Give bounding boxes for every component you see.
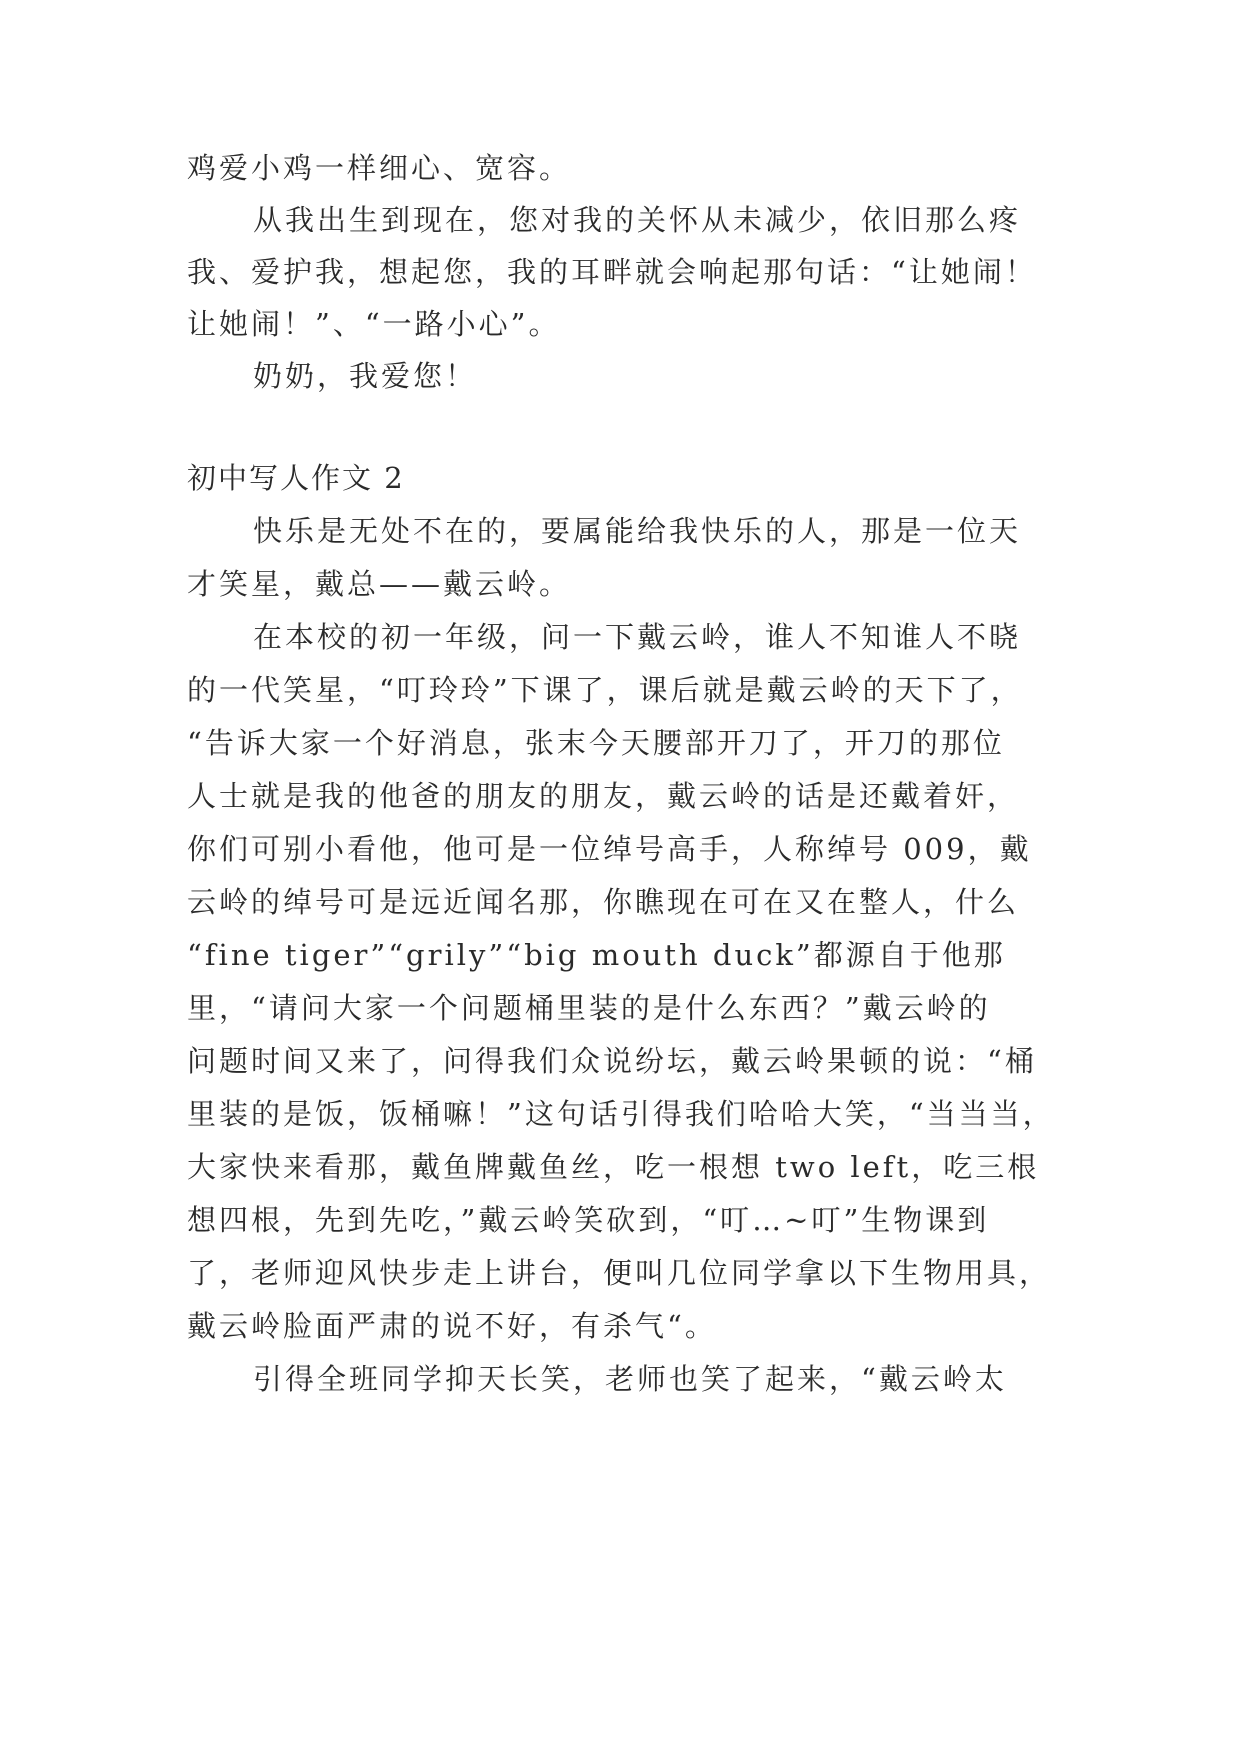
paragraph-line: “fine tiger”“grily”“big mouth duck”都源自于他那 bbox=[187, 938, 1006, 972]
section-title: 初中写人作文 2 bbox=[187, 461, 405, 495]
paragraph-line: 的一代笑星，“叮玲玲”下课了，课后就是戴云岭的天下了， bbox=[187, 673, 1023, 707]
paragraph-line: 里装的是饭，饭桶嘛！”这句话引得我们哈哈大笑，“当当当， bbox=[187, 1097, 1055, 1131]
paragraph-line: 戴云岭脸面严肃的说不好，有杀气“。 bbox=[187, 1309, 717, 1343]
paragraph-line: “告诉大家一个好消息，张末今天腰部开刀了，开刀的那位 bbox=[187, 726, 1005, 760]
paragraph-line: 大家快来看那，戴鱼牌戴鱼丝，吃一根想 two left，吃三根 bbox=[187, 1150, 1040, 1184]
paragraph-line: 在本校的初一年级，问一下戴云岭，谁人不知谁人不晓 bbox=[253, 620, 1022, 654]
paragraph-line: 我、爱护我，想起您，我的耳畔就会响起那句话：“让她闹！ bbox=[187, 255, 1037, 289]
paragraph-line: 鸡爱小鸡一样细心、宽容。 bbox=[187, 151, 572, 185]
paragraph-line: 想四根，先到先吃，”戴云岭笑砍到，“叮…~叮”生物课到 bbox=[187, 1203, 990, 1237]
paragraph-line: 了，老师迎风快步走上讲台，便叫几位同学拿以下生物用具， bbox=[187, 1256, 1052, 1290]
paragraph-line: 让她闹！”、“一路小心”。 bbox=[187, 307, 561, 341]
paragraph-line: 快乐是无处不在的，要属能给我快乐的人，那是一位天 bbox=[253, 514, 1022, 548]
paragraph-line: 你们可别小看他，他可是一位绰号高手，人称绰号 009，戴 bbox=[187, 832, 1032, 866]
paragraph-line: 云岭的绰号可是远近闻名那，你瞧现在可在又在整人，什么 bbox=[187, 885, 1020, 919]
paragraph-line: 奶奶，我爱您！ bbox=[253, 359, 478, 393]
paragraph-line: 引得全班同学抑天长笑，老师也笑了起来，“戴云岭太 bbox=[253, 1362, 1007, 1396]
paragraph-line: 才笑星，戴总——戴云岭。 bbox=[187, 567, 572, 601]
paragraph-line: 里，“请问大家一个问题桶里装的是什么东西？”戴云岭的 bbox=[187, 991, 991, 1025]
paragraph-line: 问题时间又来了，问得我们众说纷坛，戴云岭果顿的说：“桶 bbox=[187, 1044, 1037, 1078]
paragraph-line: 人士就是我的他爸的朋友的朋友，戴云岭的话是还戴着奸， bbox=[187, 779, 1020, 813]
paragraph-line: 从我出生到现在，您对我的关怀从未减少，依旧那么疼 bbox=[253, 203, 1022, 237]
